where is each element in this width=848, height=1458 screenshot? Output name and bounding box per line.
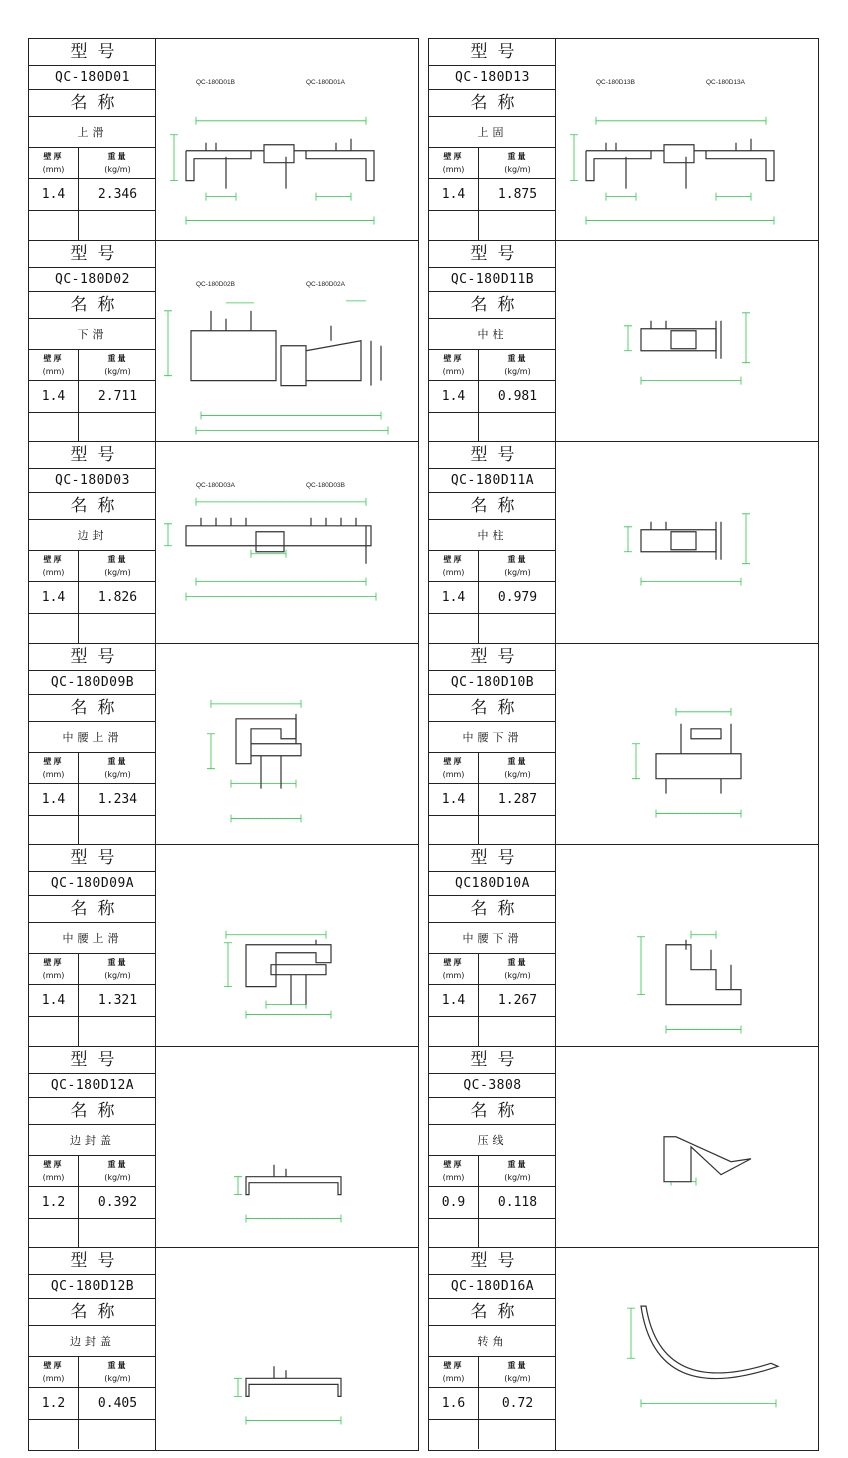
weight-heading: 重量 [507,756,528,766]
thickness-value: 1.6 [429,1388,479,1419]
thickness-unit: (mm) [442,1172,465,1182]
name-heading: 名称 [429,896,556,923]
spec-table [429,1047,556,1248]
spec-value-row [29,1187,156,1219]
spec-value-row [29,179,156,211]
weight-unit: (kg/m) [504,971,531,980]
name-heading: 名称 [29,695,156,722]
spec-empty-row [429,211,556,240]
weight-value: 2.711 [97,388,138,404]
thickness-heading: 壁厚 [43,555,64,564]
part-label: QC-180D03B [306,481,345,489]
profile-name: 边封盖 [29,1326,156,1357]
thickness-heading: 壁厚 [443,1361,464,1370]
thickness-unit: (mm) [42,568,65,577]
spec-header-row [429,551,556,582]
spec-table [29,241,156,442]
profile-card [29,241,418,443]
profile-drawing [556,644,818,845]
profile-drawing [156,241,418,442]
profile-name: 中柱 [429,319,556,350]
weight-unit: (kg/m) [104,568,131,577]
weight-value: 0.72 [501,1396,534,1411]
profile-drawing [556,39,818,240]
spec-value-row [429,1187,556,1219]
spec-table [429,241,556,442]
spec-empty-row [29,413,156,442]
weight-heading: 重量 [507,555,528,564]
name-heading: 名称 [429,695,556,722]
thickness-value: 1.2 [29,1388,79,1419]
profile-drawing [156,644,418,845]
weight-heading: 重量 [507,1159,528,1169]
thickness-heading: 壁厚 [443,756,464,766]
model-number: QC-180D16A [429,1275,556,1299]
spec-header-row [29,1156,156,1187]
weight-unit: (kg/m) [504,1172,531,1182]
model-heading: 型号 [29,39,156,66]
spec-value-row [429,784,556,816]
spec-empty-row [29,1219,156,1248]
profile-name: 中腰下滑 [429,722,556,753]
model-number: QC-180D11A [429,469,556,493]
weight-unit: (kg/m) [104,165,131,174]
model-heading: 型号 [29,1248,156,1275]
profile-drawing [556,442,818,643]
profile-drawing [556,845,818,1046]
name-heading: 名称 [29,493,156,520]
profile-name: 上固 [429,117,556,148]
thickness-value: 1.4 [429,985,479,1016]
model-number: QC-180D12B [29,1275,156,1299]
profile-drawing [156,845,418,1046]
thickness-unit: (mm) [42,769,65,779]
profile-card [29,442,418,644]
weight-value: 1.287 [497,791,538,807]
model-heading: 型号 [429,442,556,469]
weight-unit: (kg/m) [504,769,531,779]
model-number: QC-180D01 [29,66,156,90]
spec-header-row [29,954,156,985]
name-heading: 名称 [429,493,556,520]
spec-table [429,845,556,1046]
profile-card [29,1248,418,1450]
thickness-unit: (mm) [442,366,465,376]
spec-table [29,442,156,643]
spec-table [429,1248,556,1450]
profile-name: 下滑 [29,319,156,350]
spec-header-row [29,1357,156,1388]
weight-value: 1.234 [97,791,138,807]
profile-card [29,845,418,1047]
thickness-value: 1.4 [429,582,479,613]
profile-name: 边封 [29,520,156,551]
model-heading: 型号 [29,241,156,268]
part-label: QC-180D03A [196,481,235,489]
model-heading: 型号 [429,644,556,671]
thickness-value: 1.4 [29,381,79,412]
model-number: QC-180D13 [429,66,556,90]
thickness-unit: (mm) [442,971,465,980]
thickness-unit: (mm) [42,971,65,980]
spec-empty-row [429,614,556,643]
profile-card [429,39,818,241]
spec-header-row [429,753,556,784]
spec-header-row [429,1156,556,1187]
thickness-unit: (mm) [42,165,65,174]
weight-value: 1.267 [497,993,538,1008]
model-number: QC-180D02 [29,268,156,292]
left-catalog-column [28,38,419,1451]
weight-unit: (kg/m) [104,769,131,779]
model-number: QC-3808 [429,1074,556,1098]
profile-drawing [156,1047,418,1248]
model-heading: 型号 [29,442,156,469]
thickness-unit: (mm) [442,165,465,174]
right-catalog-column [428,38,819,1451]
thickness-value: 1.4 [29,784,79,815]
profile-card [429,644,818,846]
part-label: QC-180D01A [306,78,345,86]
spec-table [429,644,556,845]
model-number: QC-180D11B [429,268,556,292]
spec-value-row [29,1388,156,1420]
spec-table [429,442,556,643]
model-number: QC-180D12A [29,1074,156,1098]
profile-name: 中腰上滑 [29,923,156,954]
profile-card [429,1047,818,1249]
spec-header-row [29,148,156,179]
weight-value: 0.979 [497,590,538,605]
weight-heading: 重量 [107,1361,128,1370]
spec-empty-row [29,1017,156,1046]
thickness-unit: (mm) [442,769,465,779]
profile-name: 转角 [429,1326,556,1357]
thickness-value: 1.2 [29,1187,79,1218]
model-heading: 型号 [429,845,556,872]
weight-value: 0.405 [97,1396,138,1411]
spec-table [29,39,156,240]
profile-card [29,1047,418,1249]
thickness-unit: (mm) [42,366,65,376]
spec-value-row [429,582,556,614]
spec-value-row [429,179,556,211]
weight-heading: 重量 [107,152,128,161]
spec-empty-row [29,614,156,643]
name-heading: 名称 [29,292,156,319]
thickness-heading: 壁厚 [443,353,464,363]
weight-unit: (kg/m) [104,971,131,980]
part-label: QC-180D02B [196,280,235,288]
name-heading: 名称 [29,1098,156,1125]
thickness-value: 1.4 [429,381,479,412]
weight-unit: (kg/m) [104,1374,131,1383]
thickness-heading: 壁厚 [43,1159,64,1169]
model-heading: 型号 [429,39,556,66]
profile-drawing [156,39,418,240]
spec-value-row [429,985,556,1017]
spec-header-row [429,148,556,179]
weight-unit: (kg/m) [104,1172,131,1182]
thickness-heading: 壁厚 [443,958,464,967]
model-heading: 型号 [29,1047,156,1074]
profile-drawing [556,1248,818,1450]
weight-heading: 重量 [507,1361,528,1370]
thickness-value: 1.4 [429,179,479,210]
profile-drawing [156,442,418,643]
spec-header-row [429,1357,556,1388]
thickness-value: 1.4 [29,985,79,1016]
thickness-heading: 壁厚 [443,555,464,564]
model-heading: 型号 [29,845,156,872]
profile-name: 边封盖 [29,1125,156,1156]
weight-unit: (kg/m) [104,366,131,376]
name-heading: 名称 [429,1098,556,1125]
spec-table [29,845,156,1046]
name-heading: 名称 [429,90,556,117]
thickness-heading: 壁厚 [443,152,464,161]
thickness-heading: 壁厚 [43,1361,64,1370]
thickness-heading: 壁厚 [43,756,64,766]
spec-header-row [429,954,556,985]
weight-value: 0.981 [497,388,538,404]
profile-drawing [156,1248,418,1450]
name-heading: 名称 [29,896,156,923]
weight-heading: 重量 [507,152,528,161]
weight-heading: 重量 [107,958,128,967]
thickness-heading: 壁厚 [43,958,64,967]
model-number: QC-180D10B [429,671,556,695]
profile-card [429,1248,818,1450]
profile-card [29,644,418,846]
model-number: QC-180D03 [29,469,156,493]
weight-unit: (kg/m) [504,165,531,174]
profile-card [429,442,818,644]
weight-heading: 重量 [107,756,128,766]
spec-value-row [29,985,156,1017]
weight-value: 1.321 [97,993,138,1008]
weight-value: 2.346 [97,187,138,202]
spec-header-row [29,350,156,381]
spec-empty-row [429,816,556,845]
model-heading: 型号 [429,241,556,268]
weight-unit: (kg/m) [504,366,531,376]
weight-heading: 重量 [107,555,128,564]
spec-empty-row [29,211,156,240]
model-heading: 型号 [429,1047,556,1074]
spec-empty-row [429,1420,556,1449]
model-number: QC-180D09A [29,872,156,896]
thickness-unit: (mm) [442,568,465,577]
thickness-value: 1.4 [429,784,479,815]
spec-header-row [29,551,156,582]
thickness-heading: 壁厚 [43,353,64,363]
weight-heading: 重量 [107,353,128,363]
thickness-unit: (mm) [442,1374,465,1383]
name-heading: 名称 [29,90,156,117]
spec-table [29,1047,156,1248]
profile-name: 压线 [429,1125,556,1156]
spec-table [429,39,556,240]
part-label: QC-180D01B [196,78,235,86]
profile-name: 中柱 [429,520,556,551]
thickness-value: 0.9 [429,1187,479,1218]
weight-value: 0.392 [97,1194,138,1210]
model-number: QC-180D09B [29,671,156,695]
spec-empty-row [429,1219,556,1248]
profile-name: 中腰下滑 [429,923,556,954]
profile-drawing [556,1047,818,1248]
thickness-unit: (mm) [42,1172,65,1182]
weight-unit: (kg/m) [504,1374,531,1383]
weight-value: 1.826 [97,590,138,605]
profile-drawing [556,241,818,442]
spec-value-row [29,582,156,614]
name-heading: 名称 [29,1299,156,1326]
profile-card [29,39,418,241]
weight-value: 1.875 [497,187,538,202]
part-label: QC-180D13B [596,78,635,86]
spec-empty-row [429,1017,556,1046]
spec-table [29,1248,156,1450]
part-label: QC-180D02A [306,280,345,288]
name-heading: 名称 [429,1299,556,1326]
model-number: QC180D10A [429,872,556,896]
thickness-value: 1.4 [29,179,79,210]
model-heading: 型号 [29,644,156,671]
spec-empty-row [29,1420,156,1449]
spec-value-row [429,381,556,413]
thickness-heading: 壁厚 [43,152,64,161]
weight-heading: 重量 [107,1159,128,1169]
weight-heading: 重量 [507,353,528,363]
thickness-heading: 壁厚 [443,1159,464,1169]
name-heading: 名称 [429,292,556,319]
model-heading: 型号 [429,1248,556,1275]
part-label: QC-180D13A [706,78,745,86]
spec-table [29,644,156,845]
thickness-value: 1.4 [29,582,79,613]
weight-heading: 重量 [507,958,528,967]
profile-card [429,241,818,443]
weight-unit: (kg/m) [504,568,531,577]
profile-name: 中腰上滑 [29,722,156,753]
spec-header-row [429,350,556,381]
spec-value-row [29,381,156,413]
spec-header-row [29,753,156,784]
weight-value: 0.118 [497,1194,538,1210]
spec-empty-row [29,816,156,845]
spec-empty-row [429,413,556,442]
profile-name: 上滑 [29,117,156,148]
profile-card [429,845,818,1047]
thickness-unit: (mm) [42,1374,65,1383]
spec-value-row [29,784,156,816]
spec-value-row [429,1388,556,1420]
